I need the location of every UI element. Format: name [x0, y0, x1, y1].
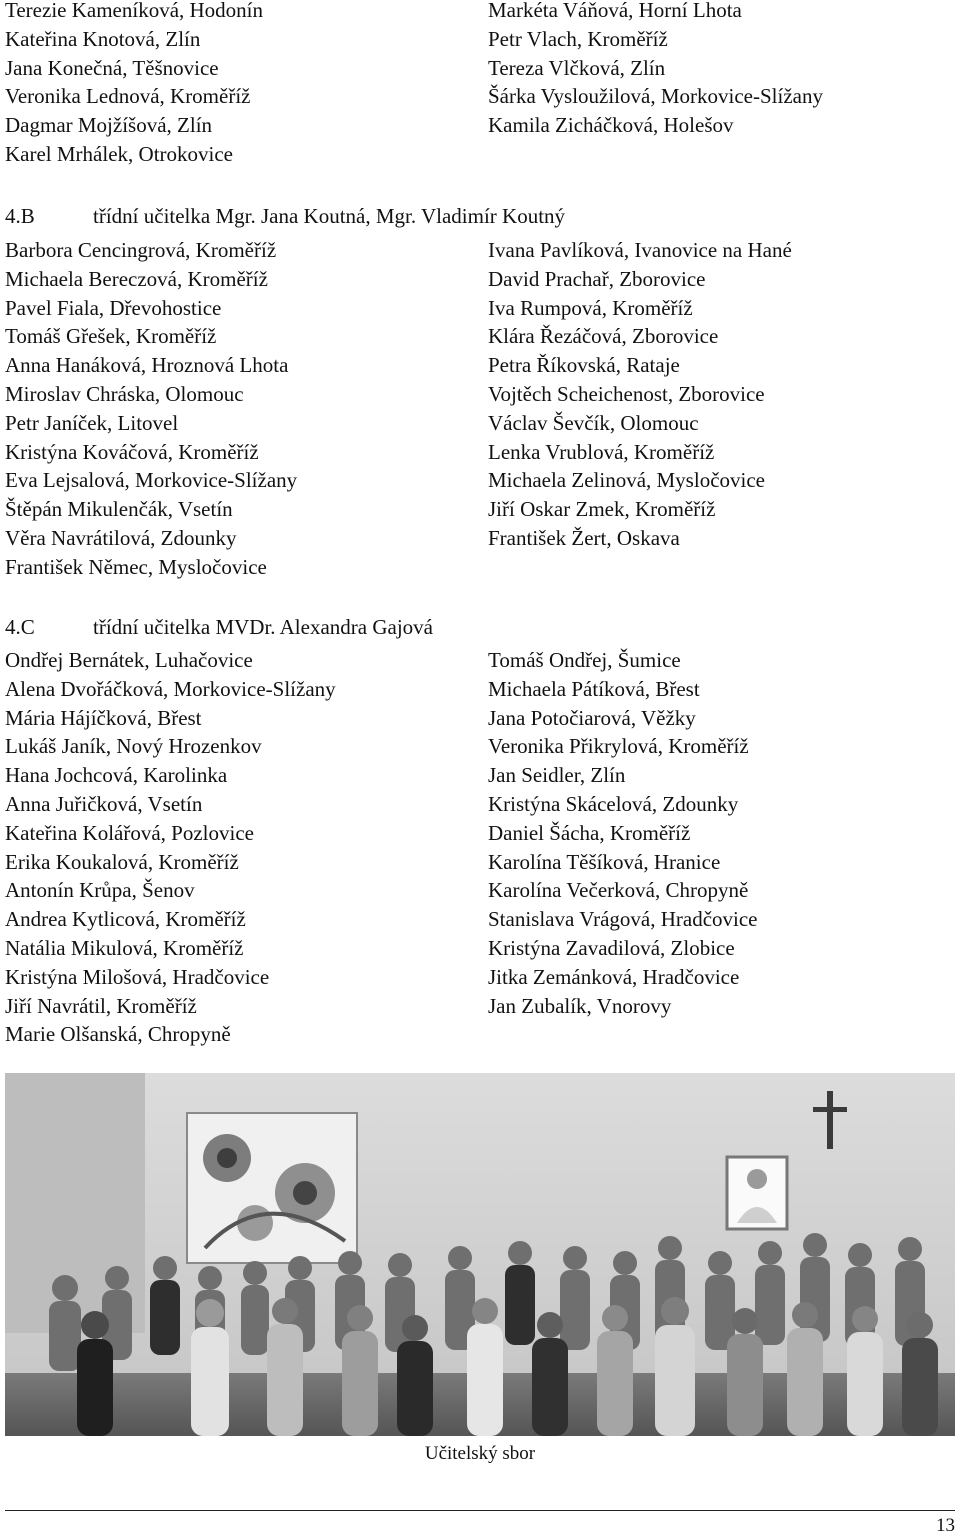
student-name: Veronika Přikrylová, Kroměříž [488, 734, 749, 759]
student-name: Jiří Oskar Zmek, Kroměříž [488, 497, 716, 522]
student-name: Jiří Navrátil, Kroměříž [5, 993, 197, 1018]
photo-caption: Učitelský sbor [424, 1443, 536, 1464]
student-name: Stanislava Vrágová, Hradčovice [488, 907, 758, 932]
student-name: Natália Mikulová, Kroměříž [5, 935, 244, 960]
student-name: Ivana Pavlíková, Ivanovice na Hané [488, 238, 792, 262]
student-name: Tomáš Gřešek, Kroměříž [5, 324, 217, 349]
student-name: Lenka Vrublová, Kroměříž [488, 439, 715, 464]
student-name: David Prachař, Zborovice [488, 266, 706, 291]
student-name: Anna Juřičková, Vsetín [5, 791, 203, 816]
class-label: 4.C [5, 615, 35, 639]
class-label: 4.B [5, 204, 35, 228]
student-name: Štěpán Mikulenčák, Vsetín [5, 497, 233, 522]
student-name: Terezie Kameníková, Hodonín [5, 0, 264, 22]
student-name: Šárka Vysloužilová, Morkovice-Slížany [488, 84, 823, 109]
student-name: Kristýna Zavadilová, Zlobice [488, 935, 735, 960]
names-right-column [488, 0, 823, 140]
wall-painting-icon [187, 1113, 357, 1263]
student-name: Veronika Lednová, Kroměříž [5, 84, 251, 109]
student-name: Barbora Cencingrová, Kroměříž [5, 238, 277, 262]
student-name: Václav Ševčík, Olomouc [488, 410, 699, 435]
student-name: Kristýna Skácelová, Zdounky [488, 791, 739, 816]
student-name: Petr Janíček, Litovel [5, 410, 179, 435]
student-name: Mária Hájíčková, Břest [5, 705, 202, 730]
student-name: Jitka Zemánková, Hradčovice [488, 964, 740, 989]
student-name: Dagmar Mojžíšová, Zlín [5, 113, 213, 138]
footer-divider [5, 1510, 955, 1511]
names-right-column [488, 236, 792, 553]
student-name: Miroslav Chráska, Olomouc [5, 381, 244, 406]
class-teacher: třídní učitelka MVDr. Alexandra Gajová [93, 615, 433, 639]
student-name: Daniel Šácha, Kroměříž [488, 820, 691, 845]
student-name: Jan Seidler, Zlín [488, 763, 626, 788]
student-name: Jana Potočiarová, Věžky [488, 705, 696, 730]
group-photo [5, 1073, 955, 1436]
student-name: Pavel Fiala, Dřevohostice [5, 295, 222, 320]
student-name: František Žert, Oskava [488, 525, 680, 550]
student-name: Michaela Bereczová, Kroměříž [5, 266, 268, 291]
student-name: Ondřej Bernátek, Luhačovice [5, 648, 253, 672]
student-name: Tomáš Ondřej, Šumice [488, 648, 681, 672]
student-name: Karolína Večerková, Chropyně [488, 878, 749, 903]
student-name: Eva Lejsalová, Morkovice-Slížany [5, 468, 298, 493]
section-4b-heading [5, 202, 565, 230]
student-name: Marie Olšanská, Chropyně [5, 1022, 231, 1047]
student-name: František Němec, Mysločovice [5, 554, 267, 579]
student-name: Kristýna Milošová, Hradčovice [5, 964, 270, 989]
class-teacher: třídní učitelka Mgr. Jana Koutná, Mgr. Vladimír Koutný [93, 204, 566, 228]
student-name: Vojtěch Scheichenost, Zborovice [488, 381, 765, 406]
student-name: Erika Koukalová, Kroměříž [5, 849, 239, 874]
student-name: Kristýna Kováčová, Kroměříž [5, 439, 259, 464]
student-name: Hana Jochcová, Karolinka [5, 763, 228, 788]
student-name: Věra Navrátilová, Zdounky [5, 525, 237, 550]
student-name: Anna Hanáková, Hroznová Lhota [5, 353, 289, 378]
section-4c-heading [5, 613, 433, 641]
student-name: Jan Zubalík, Vnorovy [488, 993, 672, 1018]
student-name: Klára Řezáčová, Zborovice [488, 324, 719, 349]
names-left-column [5, 0, 263, 169]
student-name: Antonín Krůpa, Šenov [5, 878, 195, 903]
student-name: Petr Vlach, Kroměříž [488, 26, 668, 51]
student-name: Karolína Těšíková, Hranice [488, 849, 721, 874]
student-name: Jana Konečná, Těšnovice [5, 55, 219, 80]
student-name: Markéta Váňová, Horní Lhota [488, 0, 742, 22]
framed-portrait-icon [727, 1157, 787, 1229]
names-left-column [5, 236, 297, 582]
student-name: Andrea Kytlicová, Kroměříž [5, 907, 246, 932]
page-number: 13 [936, 1515, 955, 1536]
student-name: Michaela Pátíková, Břest [488, 676, 700, 701]
student-name: Iva Rumpová, Kroměříž [488, 295, 693, 320]
student-name: Kamila Zicháčková, Holešov [488, 113, 734, 138]
student-name: Kateřina Knotová, Zlín [5, 26, 201, 51]
student-name: Karel Mrhálek, Otrokovice [5, 141, 233, 166]
student-name: Alena Dvořáčková, Morkovice-Slížany [5, 676, 336, 701]
student-name: Tereza Vlčková, Zlín [488, 55, 666, 80]
student-name: Michaela Zelinová, Mysločovice [488, 468, 765, 493]
student-name: Petra Říkovská, Rataje [488, 353, 680, 378]
names-left-column [5, 646, 336, 1049]
student-name: Lukáš Janík, Nový Hrozenkov [5, 734, 262, 759]
names-right-column [488, 646, 758, 1020]
student-name: Kateřina Kolářová, Pozlovice [5, 820, 254, 845]
